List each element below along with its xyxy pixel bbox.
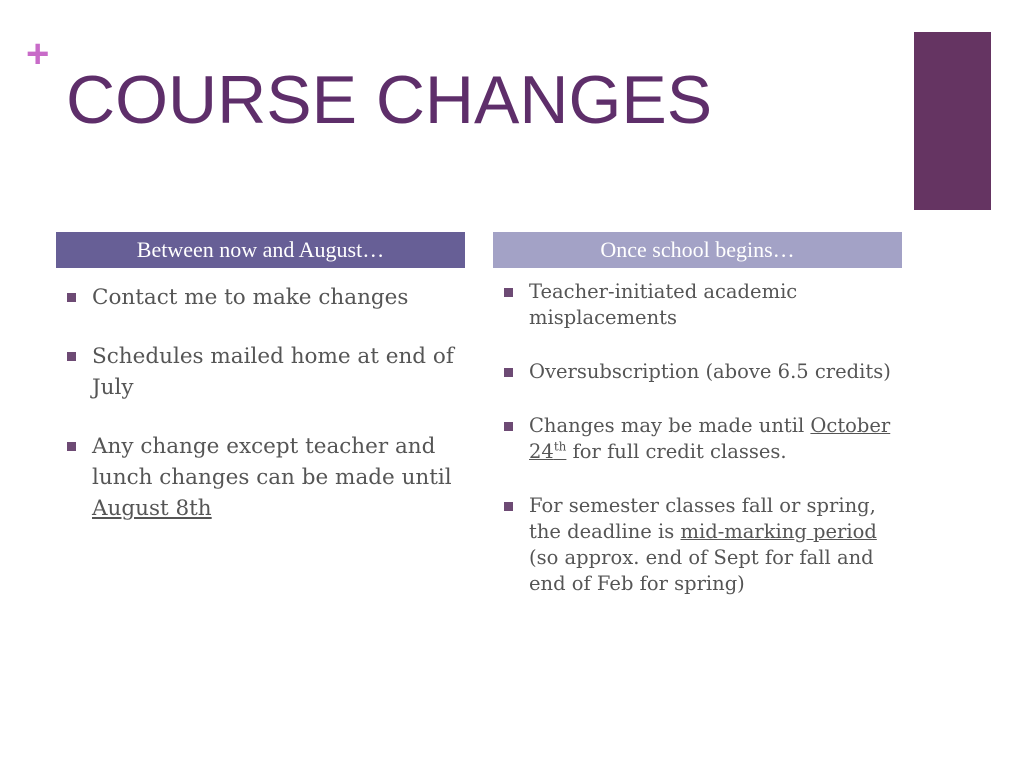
bullet-text: Oversubscription (above 6.5 credits) bbox=[529, 360, 891, 383]
square-bullet-icon bbox=[504, 368, 513, 377]
right-column-header: Once school begins… bbox=[493, 232, 902, 268]
bullet-text: Changes may be made until bbox=[529, 414, 811, 437]
accent-bar bbox=[914, 32, 991, 210]
plus-icon: + bbox=[26, 32, 50, 76]
square-bullet-icon bbox=[504, 288, 513, 297]
bullet-text-after: for full credit classes. bbox=[566, 440, 787, 463]
square-bullet-icon bbox=[67, 293, 76, 302]
list-item bbox=[66, 431, 466, 524]
left-column-header: Between now and August… bbox=[56, 232, 465, 268]
square-bullet-icon bbox=[67, 352, 76, 361]
left-bullet-list bbox=[66, 282, 466, 524]
deadline-date: October 24th bbox=[529, 414, 891, 463]
bullet-text: Teacher-initiated academic misplacements bbox=[529, 280, 798, 329]
bullet-text: Contact me to make changes bbox=[92, 285, 409, 310]
list-item bbox=[66, 341, 466, 403]
bullet-text: Any change except teacher and lunch changes can be made until bbox=[92, 434, 452, 490]
square-bullet-icon bbox=[67, 442, 76, 451]
right-bullet-list bbox=[503, 279, 903, 597]
bullet-text-after: (so approx. end of Sept for fall and end of Feb for spring) bbox=[529, 546, 874, 595]
slide-title: COURSE CHANGES bbox=[66, 62, 713, 138]
bullet-text: For semester classes fall or spring, the deadline is bbox=[529, 494, 876, 543]
deadline-date: August 8th bbox=[92, 496, 212, 521]
list-item bbox=[503, 359, 903, 385]
list-item bbox=[503, 493, 903, 597]
bullet-text: Schedules mailed home at end of July bbox=[92, 344, 454, 400]
list-item bbox=[503, 413, 903, 465]
square-bullet-icon bbox=[504, 422, 513, 431]
list-item bbox=[503, 279, 903, 331]
square-bullet-icon bbox=[504, 502, 513, 511]
deadline-term: mid-marking period bbox=[680, 520, 877, 543]
list-item bbox=[66, 282, 466, 313]
